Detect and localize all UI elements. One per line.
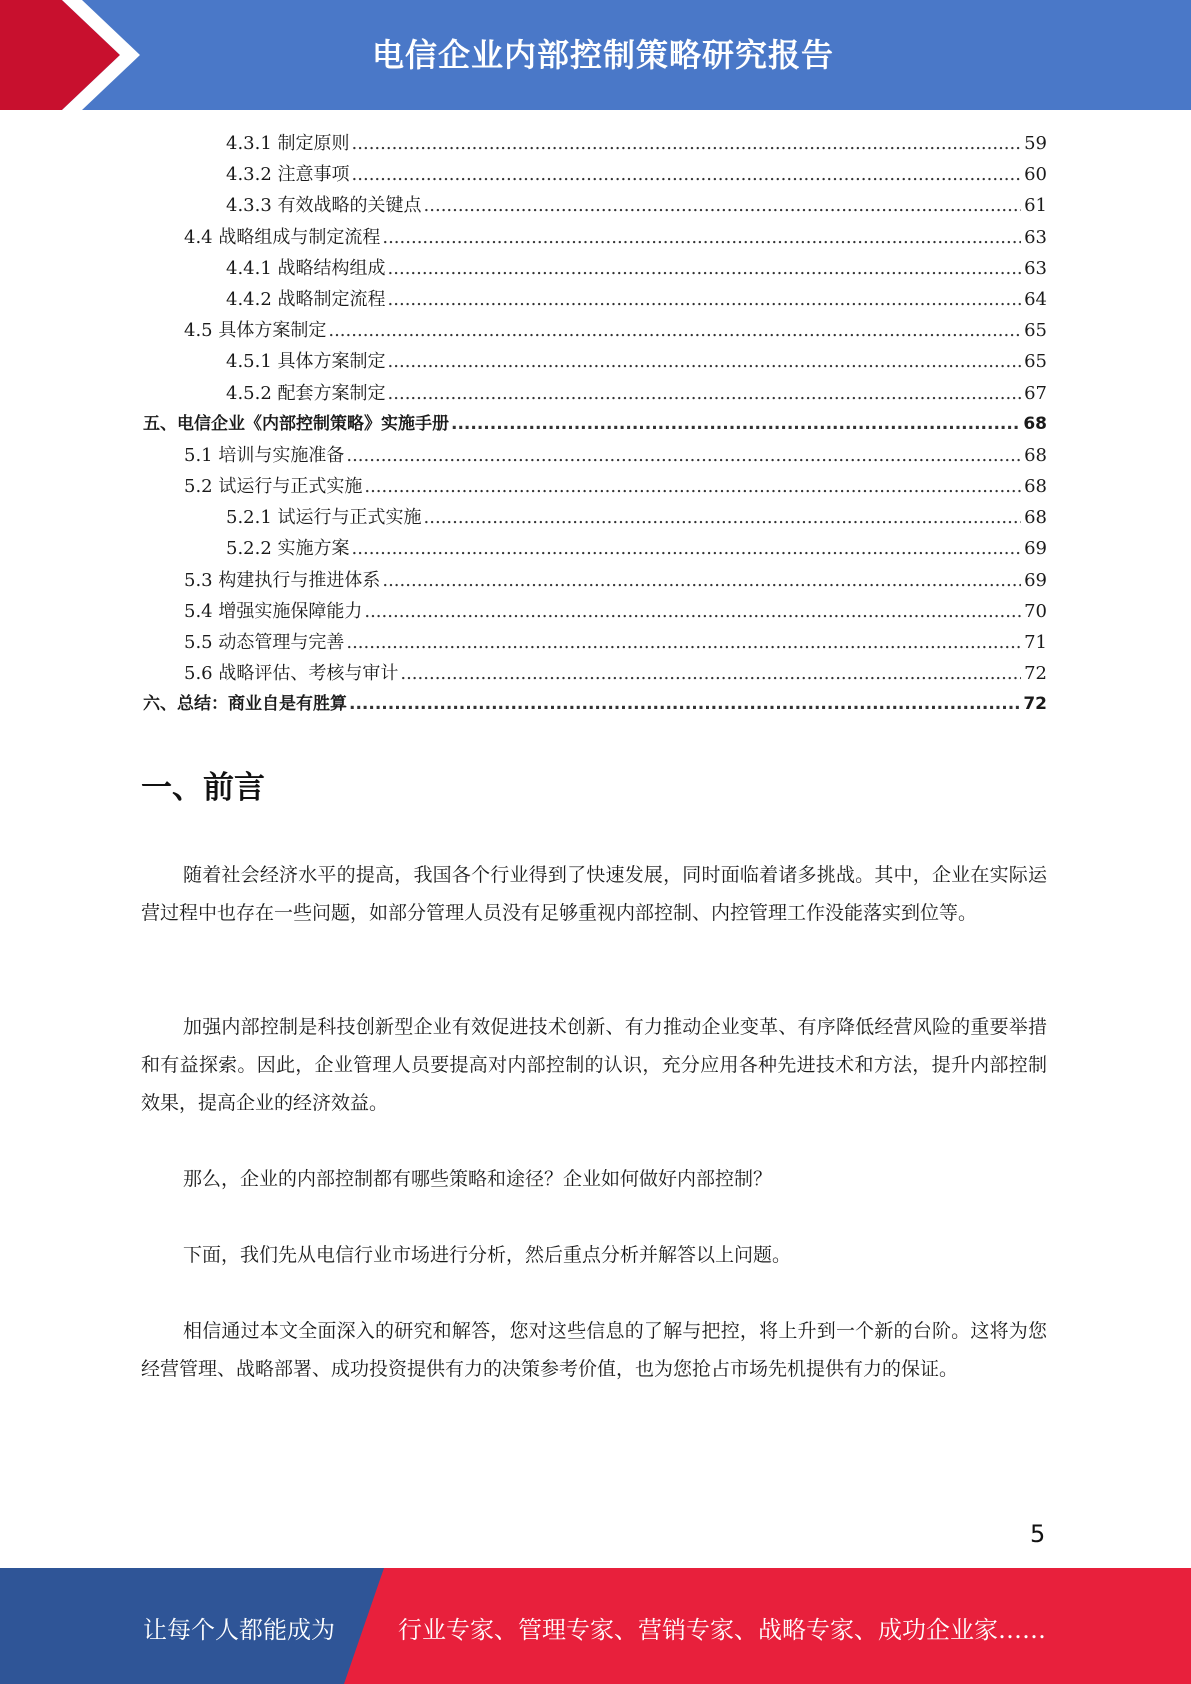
toc-leader-dots bbox=[388, 378, 1021, 409]
toc-entry-title: 六、总结：商业自是有胜算 bbox=[143, 694, 347, 715]
toc-entry-title: 五、电信企业《内部控制策略》实施手册 bbox=[143, 413, 449, 434]
toc-leader-dots bbox=[424, 190, 1021, 221]
toc-entry[interactable] bbox=[0, 627, 1191, 658]
toc-leader-dots bbox=[382, 222, 1021, 253]
toc-entry-page: 70 bbox=[1024, 600, 1047, 622]
toc-entry[interactable] bbox=[0, 533, 1191, 564]
toc-entry-page: 72 bbox=[1023, 694, 1047, 715]
toc-entry-page: 69 bbox=[1024, 538, 1047, 560]
paragraph-2: 加强内部控制是科技创新型企业有效促进技术创新、有力推动企业变革、有序降低经营风险的重要举措和有益探索。因此，企业管理人员要提高对内部控制的认识，充分应用各种先进技术和方法，提升内部控制效果，提高企业的经济效益。 bbox=[141, 1016, 1047, 1114]
toc-leader-dots bbox=[388, 284, 1021, 315]
toc-entry-title: 4.5 具体方案制定 bbox=[184, 320, 327, 342]
toc-entry-page: 71 bbox=[1024, 632, 1047, 653]
toc-entry[interactable] bbox=[0, 471, 1191, 502]
footer-slogan-right: 行业专家、管理专家、营销专家、战略专家、成功企业家…… bbox=[398, 1616, 1046, 1644]
toc-leader-dots bbox=[400, 658, 1021, 689]
toc-entry-page: 65 bbox=[1024, 320, 1047, 342]
toc-entry-title: 5.6 战略评估、考核与审计 bbox=[184, 663, 399, 685]
paragraph-3: 那么，企业的内部控制都有哪些策略和途径？企业如何做好内部控制？ bbox=[183, 1168, 773, 1190]
toc-entry[interactable] bbox=[0, 596, 1191, 627]
toc-entry[interactable] bbox=[0, 253, 1191, 284]
toc-entry-title: 4.5.1 具体方案制定 bbox=[226, 351, 386, 373]
toc-entry-title: 4.3.2 注意事项 bbox=[226, 164, 350, 186]
toc-leader-dots bbox=[352, 159, 1021, 190]
section-heading: 一、前言 bbox=[141, 770, 265, 806]
toc-leader-dots bbox=[352, 533, 1021, 564]
toc-entry[interactable] bbox=[0, 190, 1191, 221]
toc-entry[interactable] bbox=[0, 378, 1191, 409]
toc-entry-page: 60 bbox=[1024, 164, 1047, 186]
toc-entry-title: 5.4 增强实施保障能力 bbox=[184, 600, 363, 622]
page-footer bbox=[0, 1568, 1191, 1684]
toc-entry-page: 63 bbox=[1024, 226, 1047, 248]
toc-entry-title: 5.1 培训与实施准备 bbox=[184, 444, 345, 466]
toc-entry-title: 4.5.2 配套方案制定 bbox=[226, 382, 386, 404]
toc-entry[interactable] bbox=[0, 502, 1191, 533]
toc-entry-page: 65 bbox=[1024, 351, 1047, 373]
toc-entry-title: 4.4.2 战略制定流程 bbox=[226, 288, 386, 310]
toc-entry-page: 63 bbox=[1024, 257, 1047, 279]
toc-entry-title: 5.3 构建执行与推进体系 bbox=[184, 569, 381, 591]
toc-entry-page: 69 bbox=[1024, 569, 1047, 591]
toc-entry[interactable] bbox=[0, 222, 1191, 253]
toc-entry[interactable] bbox=[0, 128, 1191, 159]
toc-leader-dots bbox=[346, 627, 1021, 658]
toc-leader-dots bbox=[364, 471, 1021, 502]
toc-leader-dots bbox=[346, 440, 1021, 471]
toc-leader-dots bbox=[364, 596, 1021, 627]
toc-entry-page: 68 bbox=[1024, 507, 1047, 529]
toc-entry[interactable] bbox=[0, 315, 1191, 346]
toc-entry[interactable] bbox=[0, 284, 1191, 315]
toc-entry-page: 67 bbox=[1024, 382, 1047, 404]
toc-entry-page: 59 bbox=[1024, 133, 1047, 154]
toc-entry-page: 68 bbox=[1024, 476, 1047, 498]
toc-entry-title: 4.3.1 制定原则 bbox=[226, 133, 350, 154]
toc-leader-dots bbox=[382, 565, 1021, 596]
toc-entry-title: 5.2 试运行与正式实施 bbox=[184, 476, 363, 498]
paragraph-4: 下面，我们先从电信行业市场进行分析，然后重点分析并解答以上问题。 bbox=[183, 1244, 792, 1266]
document-title: 电信企业内部控制策略研究报告 bbox=[371, 36, 834, 74]
toc-leader-dots bbox=[328, 315, 1021, 346]
toc-entry-title: 5.2.2 实施方案 bbox=[226, 538, 350, 560]
page-number: 5 bbox=[1030, 1520, 1046, 1548]
table-of-contents bbox=[0, 128, 1191, 721]
toc-entry-title: 4.4.1 战略结构组成 bbox=[226, 257, 386, 279]
page-header bbox=[0, 0, 1191, 110]
toc-leader-dots bbox=[349, 689, 1021, 720]
toc-entry-page: 61 bbox=[1024, 195, 1047, 217]
toc-entry-title: 4.3.3 有效战略的关键点 bbox=[226, 195, 422, 217]
toc-leader-dots bbox=[388, 346, 1021, 377]
toc-entry[interactable] bbox=[0, 159, 1191, 190]
toc-leader-dots bbox=[424, 502, 1021, 533]
toc-entry[interactable] bbox=[0, 689, 1191, 720]
toc-entry[interactable] bbox=[0, 658, 1191, 689]
toc-entry-title: 5.2.1 试运行与正式实施 bbox=[226, 507, 422, 529]
toc-leader-dots bbox=[388, 253, 1021, 284]
toc-entry[interactable] bbox=[0, 440, 1191, 471]
paragraph-5: 相信通过本文全面深入的研究和解答，您对这些信息的了解与把控，将上升到一个新的台阶。这将为您经营管理、战略部署、成功投资提供有力的决策参考价值，也为您抢占市场先机提供有力的保证。 bbox=[141, 1320, 1047, 1380]
toc-entry-page: 68 bbox=[1024, 444, 1047, 466]
toc-entry-title: 4.4 战略组成与制定流程 bbox=[184, 226, 381, 248]
toc-entry-title: 5.5 动态管理与完善 bbox=[184, 632, 345, 653]
toc-entry[interactable] bbox=[0, 565, 1191, 596]
toc-entry-page: 72 bbox=[1024, 663, 1047, 685]
paragraph-1: 随着社会经济水平的提高，我国各个行业得到了快速发展，同时面临着诸多挑战。其中，企业在实际运营过程中也存在一些问题，如部分管理人员没有足够重视内部控制、内控管理工作没能落实到位等。 bbox=[141, 864, 1047, 924]
toc-entry[interactable] bbox=[0, 346, 1191, 377]
toc-entry-page: 68 bbox=[1023, 413, 1047, 434]
toc-leader-dots bbox=[451, 409, 1021, 440]
toc-entry-page: 64 bbox=[1024, 288, 1047, 310]
footer-slogan-left: 让每个人都能成为 bbox=[143, 1616, 335, 1644]
toc-leader-dots bbox=[352, 128, 1021, 159]
toc-entry[interactable] bbox=[0, 409, 1191, 440]
